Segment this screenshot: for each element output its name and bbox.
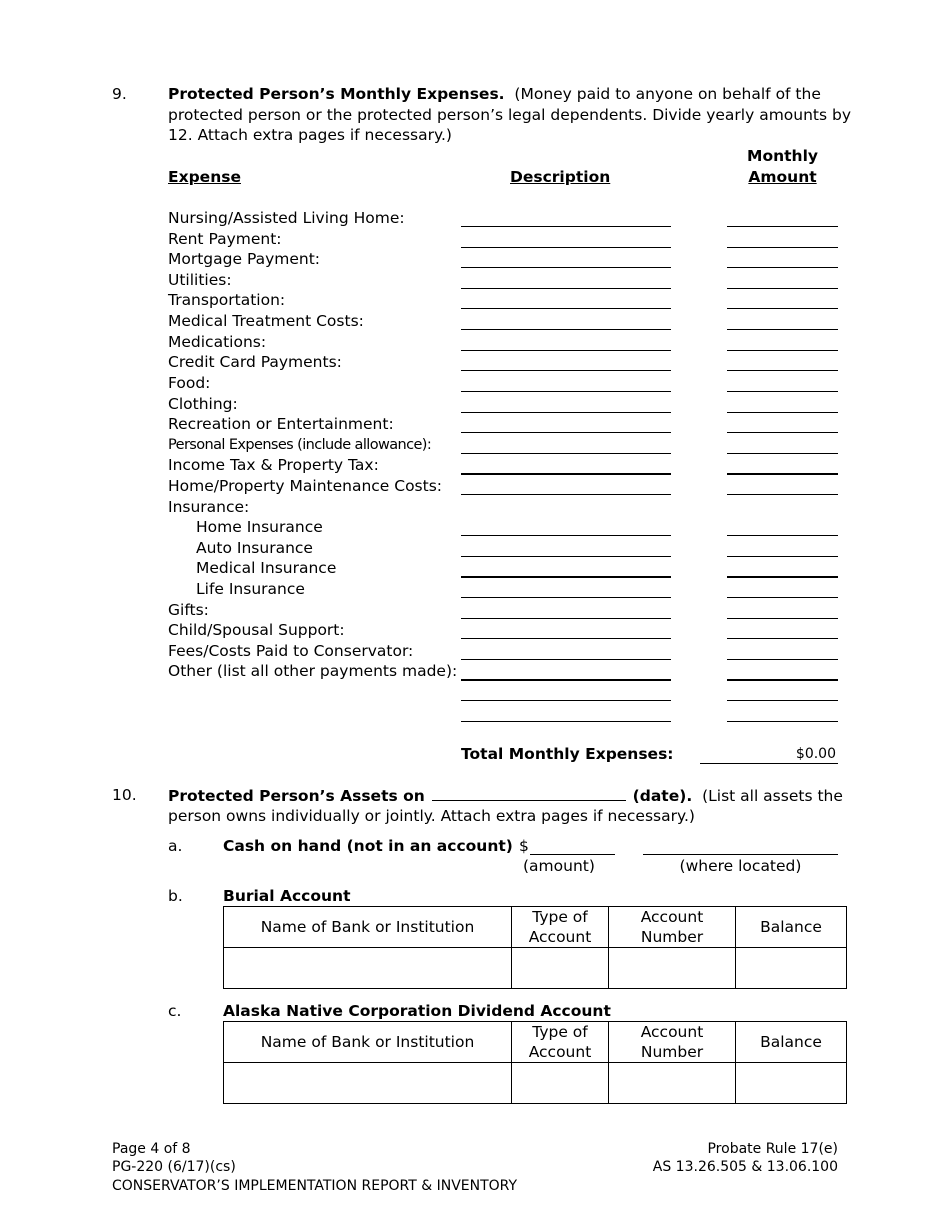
amount-field[interactable]	[727, 247, 838, 248]
description-column-header: Description	[510, 168, 611, 186]
amount-field[interactable]	[727, 329, 838, 330]
amount-field[interactable]	[727, 391, 838, 392]
monthly-amount-header-line2: Amount	[748, 168, 817, 186]
description-field[interactable]	[461, 226, 671, 227]
description-field[interactable]	[461, 370, 671, 371]
expense-label: Income Tax & Property Tax:	[168, 456, 379, 474]
amount-field[interactable]	[727, 267, 838, 268]
expense-label: Personal Expenses (include allowance):	[168, 437, 432, 453]
account-type-header: Type of Account	[512, 1022, 609, 1063]
expense-label: Medications:	[168, 333, 267, 351]
description-field[interactable]	[461, 618, 671, 619]
expense-label: Gifts:	[168, 601, 209, 619]
expense-label: Life Insurance	[196, 580, 305, 598]
description-field[interactable]	[461, 288, 671, 289]
amount-field[interactable]	[727, 308, 838, 309]
bank-name-cell[interactable]	[224, 948, 512, 989]
amount-field[interactable]	[727, 432, 838, 433]
expense-label: Fees/Costs Paid to Conservator:	[168, 642, 414, 660]
burial-account-table	[223, 906, 847, 989]
section-10-heading	[168, 785, 843, 806]
description-field[interactable]	[461, 700, 671, 701]
account-number-header: Account Number	[609, 907, 736, 948]
balance-header: Balance	[736, 907, 847, 948]
description-field[interactable]	[461, 308, 671, 309]
description-field[interactable]	[461, 453, 671, 454]
description-field[interactable]	[461, 473, 671, 475]
description-field[interactable]	[461, 329, 671, 330]
section-9-intro	[168, 84, 821, 104]
expense-label: Mortgage Payment:	[168, 250, 321, 268]
item-c-letter: c.	[168, 1002, 182, 1020]
description-field[interactable]	[461, 721, 671, 722]
cash-on-hand-label: Cash on hand (not in an account)	[223, 837, 513, 855]
expense-column-header: Expense	[168, 168, 241, 186]
expense-label: Food:	[168, 374, 211, 392]
expense-label: Transportation:	[168, 291, 286, 309]
balance-header: Balance	[736, 1022, 847, 1063]
description-field[interactable]	[461, 556, 671, 557]
account-number-cell[interactable]	[609, 1063, 736, 1104]
section-9-intro-line2: protected person or the protected person’s legal dependents. Divide yearly amounts by	[168, 106, 852, 124]
amount-field[interactable]	[727, 350, 838, 351]
description-field[interactable]	[461, 638, 671, 639]
total-monthly-expenses-value[interactable]: $0.00	[795, 746, 836, 762]
cash-amount-field[interactable]	[530, 854, 615, 855]
description-field[interactable]	[461, 247, 671, 248]
description-field[interactable]	[461, 432, 671, 433]
account-number-header: Account Number	[609, 1022, 736, 1063]
section-9-intro-line3: 12. Attach extra pages if necessary.)	[168, 126, 452, 144]
expense-label: Credit Card Payments:	[168, 353, 342, 371]
amount-field[interactable]	[727, 721, 838, 722]
description-field[interactable]	[461, 679, 671, 681]
description-field[interactable]	[461, 659, 671, 660]
description-field[interactable]	[461, 597, 671, 598]
amount-field[interactable]	[727, 226, 838, 227]
expense-label: Home/Property Maintenance Costs:	[168, 477, 443, 495]
section-9-intro-line1: (Money paid to anyone on behalf of the	[514, 85, 821, 103]
footer-form-id: PG-220 (6/17)(cs)	[112, 1159, 236, 1175]
item-a-letter: a.	[168, 837, 183, 855]
amount-field[interactable]	[727, 597, 838, 598]
amount-field[interactable]	[727, 288, 838, 289]
expense-label: Insurance:	[168, 498, 250, 516]
balance-cell[interactable]	[736, 1063, 847, 1104]
amount-field[interactable]	[727, 618, 838, 619]
amount-field[interactable]	[727, 370, 838, 371]
amount-field[interactable]	[727, 453, 838, 454]
total-monthly-expenses-label: Total Monthly Expenses:	[461, 745, 674, 763]
bank-name-header: Name of Bank or Institution	[224, 907, 512, 948]
location-caption: (where located)	[679, 857, 802, 875]
expense-label: Medical Treatment Costs:	[168, 312, 364, 330]
amount-field[interactable]	[727, 473, 838, 475]
expense-label: Clothing:	[168, 395, 238, 413]
expense-label: Other (list all other payments made):	[168, 662, 458, 680]
account-number-cell[interactable]	[609, 948, 736, 989]
section-10-title: Protected Person’s Assets on	[168, 787, 425, 805]
bank-name-cell[interactable]	[224, 1063, 512, 1104]
footer-probate-rule: Probate Rule 17(e)	[707, 1141, 838, 1157]
description-field[interactable]	[461, 391, 671, 392]
expense-label: Recreation or Entertainment:	[168, 415, 394, 433]
item-b-letter: b.	[168, 887, 183, 905]
bank-name-header: Name of Bank or Institution	[224, 1022, 512, 1063]
expense-label: Nursing/Assisted Living Home:	[168, 209, 405, 227]
description-field[interactable]	[461, 576, 671, 578]
footer-form-title: CONSERVATOR’S IMPLEMENTATION REPORT & INVENTORY	[112, 1178, 518, 1194]
cash-location-field[interactable]	[643, 854, 838, 855]
amount-field[interactable]	[727, 556, 838, 557]
amount-field[interactable]	[727, 412, 838, 413]
description-field[interactable]	[461, 267, 671, 268]
account-type-cell[interactable]	[512, 1063, 609, 1104]
currency-symbol: $	[519, 837, 529, 855]
account-type-header: Type of Account	[512, 907, 609, 948]
footer-statutes: AS 13.26.505 & 13.06.100	[652, 1159, 838, 1175]
amount-field[interactable]	[727, 659, 838, 660]
section-10-intro-line1: (List all assets the	[702, 787, 843, 805]
expense-label: Medical Insurance	[196, 559, 337, 577]
amount-field[interactable]	[727, 535, 838, 536]
expense-label: Rent Payment:	[168, 230, 282, 248]
amount-caption: (amount)	[523, 857, 595, 875]
account-type-cell[interactable]	[512, 948, 609, 989]
dividend-account-label: Alaska Native Corporation Dividend Account	[223, 1002, 611, 1020]
amount-field[interactable]	[727, 700, 838, 701]
assets-date-field[interactable]	[432, 785, 626, 801]
expense-label: Auto Insurance	[196, 539, 313, 557]
amount-field[interactable]	[727, 679, 838, 681]
amount-field[interactable]	[727, 494, 838, 495]
expense-label: Utilities:	[168, 271, 232, 289]
amount-field[interactable]	[727, 576, 838, 578]
section-9-title: Protected Person’s Monthly Expenses.	[168, 85, 505, 103]
footer-page-number: Page 4 of 8	[112, 1141, 191, 1157]
section-10-date-label: (date).	[632, 787, 693, 805]
description-field[interactable]	[461, 350, 671, 351]
expense-label: Child/Spousal Support:	[168, 621, 345, 639]
dividend-account-table	[223, 1021, 847, 1104]
total-underline	[700, 763, 838, 764]
section-9-number: 9.	[112, 85, 127, 103]
expense-label: Home Insurance	[196, 518, 323, 536]
description-field[interactable]	[461, 535, 671, 536]
section-10-intro-line2: person owns individually or jointly. Attach extra pages if necessary.)	[168, 807, 695, 825]
monthly-amount-header-line1: Monthly	[747, 147, 818, 165]
amount-field[interactable]	[727, 638, 838, 639]
description-field[interactable]	[461, 494, 671, 495]
section-10-number: 10.	[112, 786, 137, 804]
balance-cell[interactable]	[736, 948, 847, 989]
description-field[interactable]	[461, 412, 671, 413]
burial-account-label: Burial Account	[223, 887, 351, 905]
